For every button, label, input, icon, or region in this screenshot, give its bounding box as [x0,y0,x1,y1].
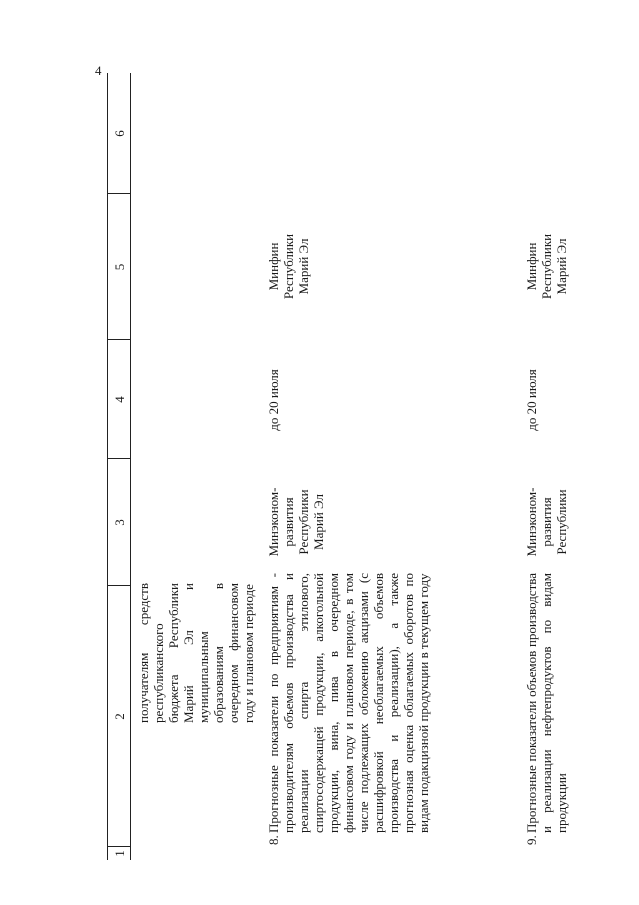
header-col-1: 1 [112,850,127,857]
header-bottom-rule [130,73,131,860]
row-9-number: 9. [524,835,539,845]
page-number: 4 [95,63,102,78]
row-8-col2: Прогнозные показатели по предприятиям - производителям объемов производства и реализации спирта этилового, спиртосодержащей продукции, алкогольной продукции, вина, пива в очередном финансовом году и плановом периоде, в том числе подлежащих обложению акцизами (с расшифровкой необлагаемых объемов производства и реализации), а также прогнозная оценка облагаемых оборотов по видам подакцизной продукции в текущем году [266,573,431,833]
row-8-number: 8. [266,835,281,845]
row-8-col4: до 20 июля [266,369,281,431]
row-continuation-col5: Минфин Республики Марий Эл [266,233,311,300]
row-9-col2: Прогнозные показатели объемов производства и реализации нефтепродуктов по видам продукции [524,573,569,833]
header-col-2: 2 [112,713,127,720]
header-col-4: 4 [112,396,127,403]
header-col-3: 3 [112,519,127,526]
table-top-rule [107,73,108,860]
row-8-col3: Минэконом-развития Республики Марий Эл [266,487,326,557]
row-9-col3: Минэконом-развития Республики [524,487,569,557]
row-9-col5: Минфин Республики Марий Эл [524,233,569,300]
row-continuation-col2: получателям средств республиканского бюджета Республики Марий Эл и муниципальным образованиям в очередном финансовом году и плановом периоде [136,583,256,723]
header-col-5: 5 [112,263,127,271]
header-col-6: 6 [112,130,127,137]
row-9-col4: до 20 июля [524,369,539,431]
